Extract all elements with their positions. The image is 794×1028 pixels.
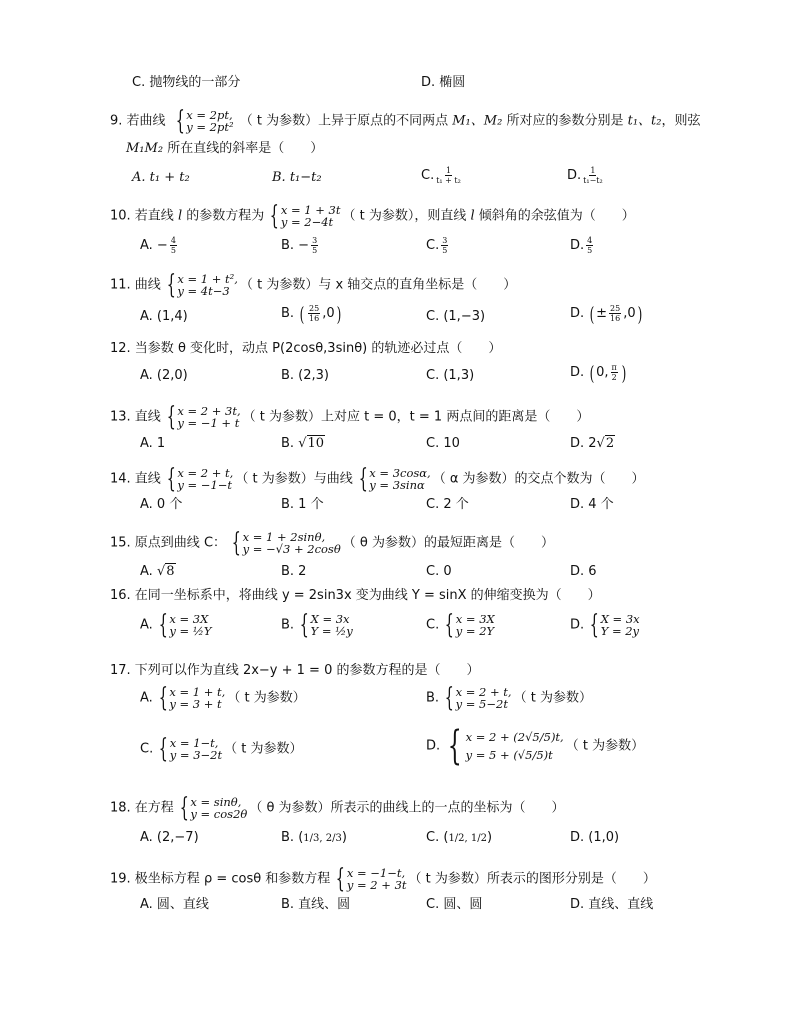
q16-stem: 16. 在同一坐标系中，将曲线 y = 2sin3x 变为曲线 Y = sinX 的伸缩变换为（ ） (110, 588, 601, 603)
q12-option-b: B. (2,3) (281, 368, 330, 383)
q11-system: { x = 1 + t², y = 4t−3 (166, 270, 238, 300)
q11-stem: 11. 曲线 { x = 1 + t², y = 4t−3 （ t 为参数）与 x 轴交点的直角坐标是（ ） (110, 270, 517, 300)
q10-system: { x = 1 + 3t y = 2−4t (270, 201, 341, 231)
q13-option-a: A. 1 (140, 436, 166, 451)
q15-stem: 15. 原点到曲线 C： { x = 1 + 2sinθ, y = −√3 + 2cosθ （ θ 为参数）的最短距离是（ ） (110, 528, 554, 558)
q9-option-c: C. $\frac{1}{\text{t₁ + t₂}}$ (421, 166, 461, 185)
q18-stem: 18. 在方程 { x = sinθ, y = cos2θ （ θ 为参数）所表示的曲线上的一点的坐标为（ ） (110, 793, 565, 823)
q11-option-d: D. ( ± $\frac{25}{16}$ ,0) (570, 301, 642, 326)
q14-stem: 14. 直线 { x = 2 + t, y = −1−t （ t 为参数）与曲线 { x = 3cosα, y = 3sinα （ α 为参数）的交点个数为（ ） (110, 464, 645, 494)
q17-option-a: A. { x = 1 + t, y = 3 + t （ t 为参数） (140, 683, 306, 713)
q15-option-b: B. 2 (281, 564, 307, 579)
q19-system: { x = −1−t, y = 2 + 3t (336, 864, 407, 894)
q10-stem: 10. 若直线 l 的参数方程为 { x = 1 + 3t y = 2−4t （ t 为参数），则直线 l 倾斜角的余弦值为（ ） (110, 201, 635, 231)
q18-option-b: B. (1/3, 2/3) (281, 830, 347, 845)
q12-stem: 12. 当参数 θ 变化时，动点 P(2cosθ,3sinθ) 的轨迹必过点（ ） (110, 341, 502, 356)
q17-stem: 17. 下列可以作为直线 2x−y + 1 = 0 的参数方程的是（ ） (110, 663, 480, 678)
q9-stem: 9. 若曲线 { x = 2pt, y = 2pt² （ t 为参数）上异于原点的不同两点 M₁、M₂ 所对应的参数分别是 t₁、t₂，则弦 (110, 106, 701, 136)
q16-option-d: D. { X = 3x Y = 2y (570, 610, 640, 640)
q18-option-c: C. (1/2, 1/2) (426, 830, 493, 845)
q17-option-b: B. { x = 2 + t, y = 5−2t （ t 为参数） (426, 683, 592, 713)
q9-number: 9. 若曲线 (110, 113, 166, 129)
q19-stem: 19. 极坐标方程 ρ = cosθ 和参数方程 { x = −1−t, y = 2 + 3t （ t 为参数）所表示的图形分别是（ ） (110, 864, 656, 894)
q18-system: { x = sinθ, y = cos2θ (179, 793, 248, 823)
q17-option-d: D. { x = 2 + (2√5/5)t, y = 5 + (√5/5)t （ t 为参数） (426, 723, 645, 769)
q19-option-a: A. 圆、直线 (140, 897, 209, 912)
q18-option-d: D. (1,0) (570, 830, 620, 845)
q13-option-c: C. 10 (426, 436, 460, 451)
q14-option-d: D. 4 个 (570, 497, 614, 512)
q9-stem-line2: M₁M₂ 所在直线的斜率是（ ） (126, 141, 324, 156)
q8-option-c: C. 抛物线的一部分 (132, 75, 241, 90)
q14-option-c: C. 2 个 (426, 497, 469, 512)
q14-system-line: { x = 2 + t, y = −1−t (166, 464, 234, 494)
q12-option-c: C. (1,3) (426, 368, 475, 383)
q9-option-a: A. t₁ + t₂ (132, 170, 190, 185)
q19-option-b: B. 直线、圆 (281, 897, 351, 912)
q14-system-curve: { x = 3cosα, y = 3sinα (358, 464, 431, 494)
q15-option-c: C. 0 (426, 564, 452, 579)
q11-option-b: B. ( $\frac{25}{16}$ ,0) (281, 301, 341, 326)
q13-system: { x = 2 + 3t, y = −1 + t (166, 402, 241, 432)
q19-option-d: D. 直线、直线 (570, 897, 654, 912)
q14-option-b: B. 1 个 (281, 497, 324, 512)
q9-option-d: D. $\frac{1}{\text{t₁−t₂}}$ (567, 166, 603, 185)
q16-option-b: B. { X = 3x Y = ½y (281, 610, 353, 640)
q9-option-b: B. t₁−t₂ (272, 170, 322, 185)
q10-option-b: B. − $\frac{3}{5}$ (281, 236, 318, 255)
q15-option-a: A. √8 (140, 564, 175, 579)
q19-option-c: C. 圆、圆 (426, 897, 483, 912)
q18-option-a: A. (2,−7) (140, 830, 199, 845)
q16-option-a: A. { x = 3X y = ½Y (140, 610, 212, 640)
q17-option-c: C. { x = 1−t, y = 3−2t （ t 为参数） (140, 734, 303, 764)
q12-option-d: D. ( 0, $\frac{\pi}{2}$ ) (570, 360, 627, 385)
q11-option-a: A. (1,4) (140, 309, 188, 324)
q15-system: { x = 1 + 2sinθ, y = −√3 + 2cosθ (231, 528, 341, 558)
q12-option-a: A. (2,0) (140, 368, 188, 383)
q15-option-d: D. 6 (570, 564, 597, 579)
q10-option-c: C. $\frac{3}{5}$ (426, 236, 448, 255)
q13-option-b: B. √10 (281, 436, 325, 451)
q11-option-c: C. (1,−3) (426, 309, 486, 324)
q14-option-a: A. 0 个 (140, 497, 183, 512)
q13-option-d: D. 2√2 (570, 436, 615, 451)
q16-option-c: C. { x = 3X y = 2Y (426, 610, 495, 640)
q13-stem: 13. 直线 { x = 2 + 3t, y = −1 + t （ t 为参数）上对应 t = 0，t = 1 两点间的距离是（ ） (110, 402, 590, 432)
q10-option-d: D. $\frac{4}{5}$ (570, 236, 593, 255)
q9-system: { x = 2pt, y = 2pt² (175, 106, 234, 136)
q10-option-a: A. − $\frac{4}{5}$ (140, 236, 176, 255)
q8-option-d: D. 椭圆 (421, 75, 466, 90)
